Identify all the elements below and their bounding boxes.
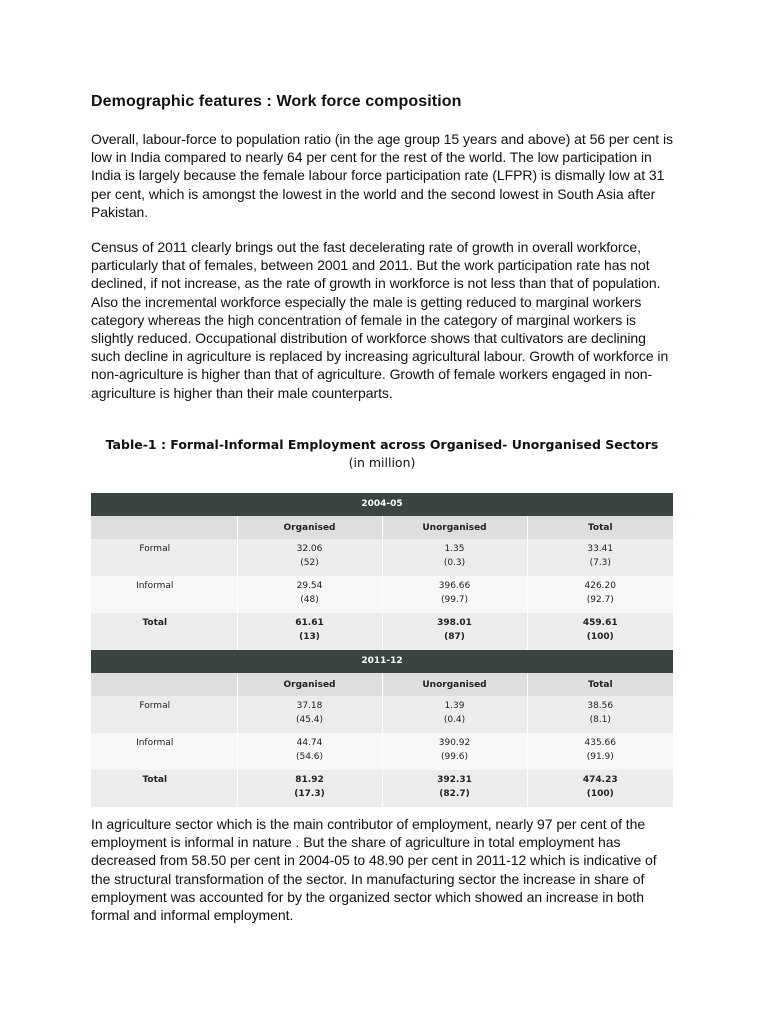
table-row-total [91, 613, 673, 650]
paragraph-agriculture: In agriculture sector which is the main contributor of employment, nearly 97 per cent of the employment is informal in nature . But the share of agriculture in total employment has decreased from 58.50 per cent in 2004-05 to 48.90 per cent in 2011-12 which is indicative of the structural transformation of the sector. In manufacturing sector the increase in share of employment was accounted for by the organized sector which showed an increase in both formal and informal employment. [91, 816, 657, 924]
table-cell [527, 613, 673, 650]
cell-value: 32.06 [296, 544, 323, 554]
table-cell [237, 696, 382, 733]
table-cell [382, 613, 527, 650]
cell-share: (0.4) [443, 715, 466, 725]
table-row [91, 576, 673, 613]
column-header-unorganised: Unorganised [382, 673, 527, 696]
column-header-organised: Organised [237, 516, 382, 539]
row-label: Total [91, 613, 237, 650]
table-cell [527, 733, 673, 770]
paragraph-census: Census of 2011 clearly brings out the fast decelerating rate of growth in overall workforce, particularly that of females, between 2001 and 2011. But the work participation rate has not declined, if not increase, as the rate of growth in workforce is not less than that of population. Also the incremental workforce especially the male is getting reduced to marginal workers category whereas the high concentration of female in the category of marginal workers is slightly reduced. Occupational distribution of workforce shows that cultivators are declining such decline in agriculture is replaced by increasing agricultural labour. Growth of workforce in non-agriculture is higher than that of agriculture. Growth of female workers engaged in non-agriculture is higher than their male counterparts. [91, 239, 669, 401]
cell-value: 459.61 [582, 618, 618, 628]
period-header-2004-05 [91, 493, 673, 516]
period-header-2011-12 [91, 650, 673, 673]
column-header-row [91, 673, 673, 696]
cell-share: (92.7) [586, 595, 614, 605]
row-label: Total [91, 770, 237, 807]
cell-value: 426.20 [584, 581, 616, 591]
cell-value: 29.54 [296, 581, 323, 591]
cell-share: (17.3) [294, 789, 325, 799]
cell-share: (100) [586, 632, 614, 642]
cell-value: 435.66 [584, 738, 616, 748]
cell-value: 33.41 [587, 544, 614, 554]
cell-value: 61.61 [295, 618, 324, 628]
table-row-total [91, 770, 673, 807]
table-cell [527, 696, 673, 733]
column-header-total: Total [527, 516, 673, 539]
column-header-total: Total [527, 673, 673, 696]
cell-share: (7.3) [589, 558, 611, 568]
cell-share: (87) [444, 632, 465, 642]
cell-value: 44.74 [296, 738, 323, 748]
table-cell [237, 539, 382, 576]
cell-value: 38.56 [587, 701, 614, 711]
cell-share: (8.1) [589, 715, 611, 725]
table-cell [527, 770, 673, 807]
cell-value: 474.23 [582, 775, 618, 785]
table-cell [527, 539, 673, 576]
cell-share: (54.6) [295, 752, 324, 762]
cell-value: 392.31 [437, 775, 472, 785]
row-label: Informal [91, 576, 237, 613]
table-row [91, 539, 673, 576]
page-title: Demographic features : Work force composition [91, 93, 462, 110]
cell-share: (45.4) [295, 715, 324, 725]
table-cell [527, 576, 673, 613]
row-label: Formal [91, 696, 237, 733]
column-header-row [91, 516, 673, 539]
table-cell [382, 770, 527, 807]
table-cell [382, 539, 527, 576]
column-header-blank [91, 516, 237, 539]
table-cell [237, 770, 382, 807]
cell-value: 396.66 [438, 581, 471, 591]
table-cell [237, 613, 382, 650]
paragraph-lfpr: Overall, labour-force to population ratio (in the age group 15 years and above) at 56 per cent is low in India compared to nearly 64 per cent for the rest of the world. The low participation in India is largely because the female labour force participation rate (LFPR) is dismally low at 31 per cent, which is amongst the lowest in the world and the second lowest in South Asia after Pakistan. [91, 131, 673, 220]
cell-share: (100) [586, 789, 614, 799]
table-title: Table-1 : Formal-Informal Employment across Organised- Unorganised Sectors [105, 437, 659, 452]
employment-table [91, 493, 673, 807]
column-header-unorganised: Unorganised [382, 516, 527, 539]
table-row [91, 733, 673, 770]
period-label: 2011-12 [91, 650, 673, 673]
cell-value: 398.01 [437, 618, 472, 628]
cell-value: 1.39 [444, 701, 465, 711]
column-header-blank [91, 673, 237, 696]
table-cell [382, 696, 527, 733]
cell-value: 390.92 [438, 738, 471, 748]
table-unit: (in million) [348, 455, 416, 470]
table-cell [237, 733, 382, 770]
cell-share: (99.7) [440, 595, 469, 605]
table-cell [382, 733, 527, 770]
table-row [91, 696, 673, 733]
row-label: Formal [91, 539, 237, 576]
column-header-organised: Organised [237, 673, 382, 696]
cell-share: (48) [300, 595, 319, 605]
cell-share: (91.9) [586, 752, 614, 762]
cell-value: 81.92 [295, 775, 324, 785]
cell-value: 1.35 [444, 544, 465, 554]
period-label: 2004-05 [91, 493, 673, 516]
cell-share: (82.7) [439, 789, 470, 799]
cell-share: (99.6) [440, 752, 469, 762]
cell-share: (13) [299, 632, 320, 642]
row-label: Informal [91, 733, 237, 770]
table-cell [382, 576, 527, 613]
cell-value: 37.18 [296, 701, 323, 711]
cell-share: (0.3) [443, 558, 466, 568]
cell-share: (52) [300, 558, 319, 568]
table-caption [91, 436, 673, 472]
table-cell [237, 576, 382, 613]
